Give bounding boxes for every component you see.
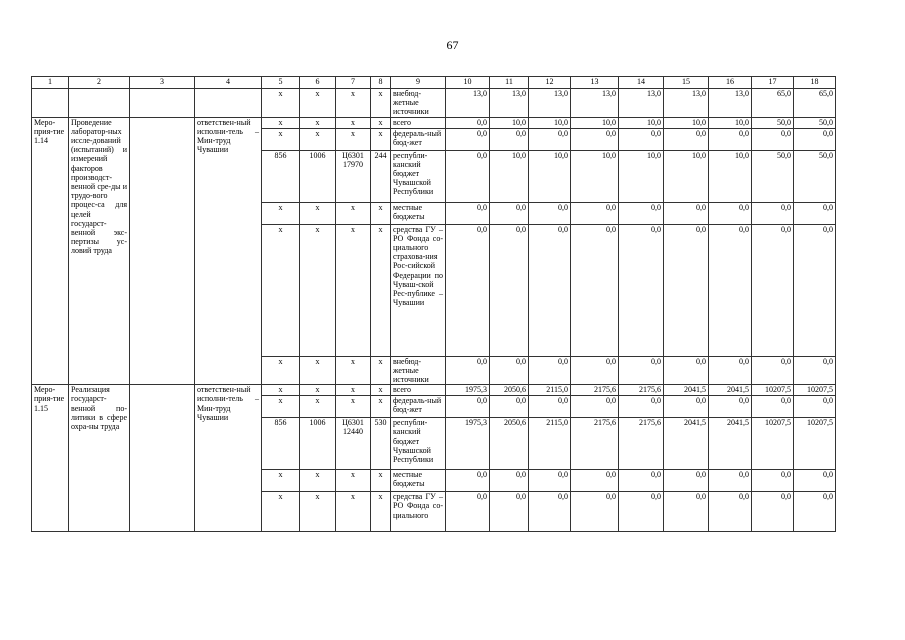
budget-code-cell: x	[371, 202, 391, 224]
budget-code-cell: x	[300, 396, 336, 418]
value-cell: 0,0	[794, 202, 836, 224]
budget-code-cell: x	[371, 385, 391, 396]
value-cell: 10,0	[664, 150, 709, 202]
value-cell: 0,0	[752, 202, 794, 224]
value-cell: 13,0	[619, 89, 664, 118]
column-number-cell: 1	[32, 77, 69, 89]
column-number-cell: 8	[371, 77, 391, 89]
column-number-cell: 10	[446, 77, 490, 89]
value-cell: 0,0	[529, 396, 571, 418]
column-number-cell: 18	[794, 77, 836, 89]
table-row	[32, 89, 836, 118]
funding-source-cell: местные бюджеты	[391, 470, 446, 492]
funding-source-cell: всего	[391, 117, 446, 128]
column-number-cell: 6	[300, 77, 336, 89]
empty-cell	[195, 89, 262, 118]
table-body	[32, 77, 836, 532]
value-cell: 0,0	[709, 224, 752, 356]
budget-code-cell: x	[262, 470, 300, 492]
budget-code-cell: x	[300, 89, 336, 118]
value-cell: 0,0	[709, 396, 752, 418]
event-name-cell: Проведение лаборатор-ных иссле-дований (испытаний) и измерений факторов производст-венной сре-ды и трудо-вого процес-са для целей государст-венной экс-пертизы ус-ловий труда	[69, 117, 130, 385]
funding-source-cell: республи-канский бюджет Чувашской Республики	[391, 150, 446, 202]
value-cell: 10,0	[490, 150, 529, 202]
budget-code-cell: 856	[262, 418, 300, 470]
value-cell: 13,0	[446, 89, 490, 118]
executor-cell: ответствен-ный исполни-тель – Мин-труд Чувашии	[195, 385, 262, 532]
value-cell: 0,0	[490, 224, 529, 356]
value-cell: 10207,5	[794, 385, 836, 396]
value-cell: 10,0	[571, 117, 619, 128]
empty-cell	[130, 89, 195, 118]
value-cell: 50,0	[752, 150, 794, 202]
budget-code-cell: x	[371, 356, 391, 385]
value-cell: 0,0	[794, 492, 836, 532]
value-cell: 0,0	[446, 492, 490, 532]
value-cell: 10,0	[709, 117, 752, 128]
funding-source-cell: республи-канский бюджет Чувашской Республики	[391, 418, 446, 470]
executor-cell: ответствен-ный исполни-тель – Мин-труд Чувашии	[195, 117, 262, 385]
value-cell: 2050,6	[490, 418, 529, 470]
value-cell: 0,0	[529, 128, 571, 150]
value-cell: 0,0	[446, 396, 490, 418]
empty-cell	[130, 385, 195, 532]
value-cell: 2175,6	[619, 418, 664, 470]
empty-cell	[69, 89, 130, 118]
budget-code-cell: x	[336, 492, 371, 532]
value-cell: 0,0	[571, 128, 619, 150]
value-cell: 50,0	[794, 150, 836, 202]
budget-code-cell: x	[336, 385, 371, 396]
value-cell: 10,0	[529, 150, 571, 202]
column-number-cell: 2	[69, 77, 130, 89]
value-cell: 0,0	[752, 224, 794, 356]
value-cell: 0,0	[571, 356, 619, 385]
column-number-cell: 5	[262, 77, 300, 89]
value-cell: 0,0	[619, 202, 664, 224]
value-cell: 0,0	[664, 128, 709, 150]
value-cell: 0,0	[752, 470, 794, 492]
column-number-row	[32, 77, 836, 89]
value-cell: 2175,6	[619, 385, 664, 396]
column-number-cell: 15	[664, 77, 709, 89]
value-cell: 0,0	[490, 470, 529, 492]
value-cell: 2041,5	[664, 385, 709, 396]
budget-code-cell: 244	[371, 150, 391, 202]
budget-code-cell: x	[262, 89, 300, 118]
budget-code-cell: x	[300, 470, 336, 492]
page-number: 67	[446, 38, 459, 52]
value-cell: 0,0	[490, 128, 529, 150]
value-cell: 0,0	[664, 356, 709, 385]
column-number-cell: 3	[130, 77, 195, 89]
value-cell: 2115,0	[529, 418, 571, 470]
budget-code-cell: 1006	[300, 418, 336, 470]
funding-source-cell: средства ГУ – РО Фонда со-циального страхова-ния Рос-сийской Федерации по Чуваш-ской Рес-публике – Чувашии	[391, 224, 446, 356]
column-number-cell: 11	[490, 77, 529, 89]
empty-cell	[32, 89, 69, 118]
value-cell: 0,0	[571, 470, 619, 492]
value-cell: 0,0	[619, 470, 664, 492]
value-cell: 10,0	[619, 150, 664, 202]
value-cell: 0,0	[619, 396, 664, 418]
budget-code-cell: x	[336, 117, 371, 128]
value-cell: 0,0	[794, 396, 836, 418]
budget-table	[31, 76, 836, 532]
value-cell: 0,0	[571, 224, 619, 356]
budget-code-cell: x	[300, 202, 336, 224]
value-cell: 10,0	[490, 117, 529, 128]
value-cell: 65,0	[752, 89, 794, 118]
value-cell: 0,0	[446, 202, 490, 224]
budget-code-cell: x	[371, 128, 391, 150]
value-cell: 50,0	[752, 117, 794, 128]
column-number-cell: 12	[529, 77, 571, 89]
value-cell: 10207,5	[752, 418, 794, 470]
value-cell: 13,0	[664, 89, 709, 118]
value-cell: 2050,6	[490, 385, 529, 396]
funding-source-cell: федераль-ный бюд-жет	[391, 396, 446, 418]
value-cell: 0,0	[664, 224, 709, 356]
value-cell: 13,0	[571, 89, 619, 118]
value-cell: 0,0	[664, 396, 709, 418]
value-cell: 0,0	[752, 356, 794, 385]
value-cell: 0,0	[709, 202, 752, 224]
value-cell: 2041,5	[664, 418, 709, 470]
column-number-cell: 9	[391, 77, 446, 89]
value-cell: 0,0	[794, 356, 836, 385]
value-cell: 0,0	[664, 202, 709, 224]
value-cell: 0,0	[446, 470, 490, 492]
event-code-cell: Меро-прия-тие 1.14	[32, 117, 69, 385]
budget-code-cell: x	[336, 396, 371, 418]
value-cell: 0,0	[619, 356, 664, 385]
budget-code-cell: x	[336, 89, 371, 118]
value-cell: 0,0	[619, 128, 664, 150]
budget-code-cell: x	[300, 492, 336, 532]
funding-source-cell: всего	[391, 385, 446, 396]
value-cell: 10207,5	[794, 418, 836, 470]
budget-code-cell: x	[371, 492, 391, 532]
value-cell: 0,0	[571, 396, 619, 418]
budget-code-cell: x	[371, 224, 391, 356]
value-cell: 0,0	[752, 128, 794, 150]
value-cell: 0,0	[446, 128, 490, 150]
value-cell: 0,0	[664, 470, 709, 492]
budget-code-cell: x	[262, 128, 300, 150]
value-cell: 0,0	[794, 470, 836, 492]
value-cell: 10,0	[571, 150, 619, 202]
value-cell: 0,0	[571, 492, 619, 532]
value-cell: 50,0	[794, 117, 836, 128]
value-cell: 0,0	[709, 492, 752, 532]
funding-source-cell: внебюд-жетные источники	[391, 356, 446, 385]
value-cell: 0,0	[446, 356, 490, 385]
value-cell: 0,0	[529, 224, 571, 356]
budget-code-cell: x	[336, 202, 371, 224]
value-cell: 0,0	[490, 492, 529, 532]
budget-code-cell: x	[300, 356, 336, 385]
budget-code-cell: x	[371, 470, 391, 492]
empty-cell	[130, 117, 195, 385]
value-cell: 10,0	[529, 117, 571, 128]
budget-code-cell: x	[300, 224, 336, 356]
budget-code-cell: x	[300, 128, 336, 150]
value-cell: 0,0	[709, 470, 752, 492]
budget-code-cell: x	[300, 385, 336, 396]
value-cell: 1975,3	[446, 385, 490, 396]
funding-source-cell: внебюд-жетные источники	[391, 89, 446, 118]
budget-code-cell: x	[336, 356, 371, 385]
value-cell: 0,0	[446, 150, 490, 202]
budget-code-cell: x	[300, 117, 336, 128]
budget-code-cell: 530	[371, 418, 391, 470]
value-cell: 13,0	[529, 89, 571, 118]
value-cell: 10,0	[664, 117, 709, 128]
value-cell: 10,0	[709, 150, 752, 202]
budget-code-cell: x	[371, 396, 391, 418]
budget-code-cell: x	[262, 356, 300, 385]
value-cell: 65,0	[794, 89, 836, 118]
value-cell: 2175,6	[571, 385, 619, 396]
budget-code-cell: x	[262, 385, 300, 396]
funding-source-cell: местные бюджеты	[391, 202, 446, 224]
value-cell: 13,0	[709, 89, 752, 118]
column-number-cell: 7	[336, 77, 371, 89]
column-number-cell: 14	[619, 77, 664, 89]
budget-code-cell: x	[262, 492, 300, 532]
budget-code-cell: x	[262, 396, 300, 418]
value-cell: 0,0	[529, 470, 571, 492]
budget-code-cell: x	[336, 128, 371, 150]
value-cell: 0,0	[490, 356, 529, 385]
column-number-cell: 16	[709, 77, 752, 89]
value-cell: 0,0	[709, 356, 752, 385]
value-cell: 0,0	[619, 492, 664, 532]
value-cell: 0,0	[752, 492, 794, 532]
value-cell: 13,0	[490, 89, 529, 118]
column-number-cell: 17	[752, 77, 794, 89]
budget-code-cell: x	[336, 470, 371, 492]
budget-code-cell: x	[371, 117, 391, 128]
value-cell: 0,0	[529, 356, 571, 385]
value-cell: 0,0	[664, 492, 709, 532]
column-number-cell: 4	[195, 77, 262, 89]
budget-code-cell: x	[371, 89, 391, 118]
table-row	[32, 117, 836, 128]
value-cell: 2041,5	[709, 385, 752, 396]
budget-code-cell: 856	[262, 150, 300, 202]
budget-code-cell: x	[262, 224, 300, 356]
value-cell: 0,0	[529, 492, 571, 532]
value-cell: 0,0	[490, 396, 529, 418]
event-name-cell: Реализация государст-венной по-литики в сфере охра-ны труда	[69, 385, 130, 532]
event-code-cell: Меро-прия-тие 1.15	[32, 385, 69, 532]
budget-code-cell: x	[262, 202, 300, 224]
column-number-cell: 13	[571, 77, 619, 89]
value-cell: 1975,3	[446, 418, 490, 470]
value-cell: 0,0	[490, 202, 529, 224]
budget-code-cell: x	[262, 117, 300, 128]
value-cell: 0,0	[619, 224, 664, 356]
budget-code-cell: Ц6301 12440	[336, 418, 371, 470]
value-cell: 0,0	[794, 128, 836, 150]
value-cell: 0,0	[446, 224, 490, 356]
budget-code-cell: x	[336, 224, 371, 356]
value-cell: 2175,6	[571, 418, 619, 470]
budget-code-cell: Ц6301 17970	[336, 150, 371, 202]
value-cell: 0,0	[529, 202, 571, 224]
value-cell: 0,0	[794, 224, 836, 356]
value-cell: 0,0	[709, 128, 752, 150]
value-cell: 10,0	[619, 117, 664, 128]
value-cell: 2041,5	[709, 418, 752, 470]
value-cell: 2115,0	[529, 385, 571, 396]
funding-source-cell: средства ГУ – РО Фонда со-циального	[391, 492, 446, 532]
table-row	[32, 385, 836, 396]
value-cell: 0,0	[571, 202, 619, 224]
budget-code-cell: 1006	[300, 150, 336, 202]
value-cell: 0,0	[446, 117, 490, 128]
value-cell: 10207,5	[752, 385, 794, 396]
funding-source-cell: федераль-ный бюд-жет	[391, 128, 446, 150]
value-cell: 0,0	[752, 396, 794, 418]
